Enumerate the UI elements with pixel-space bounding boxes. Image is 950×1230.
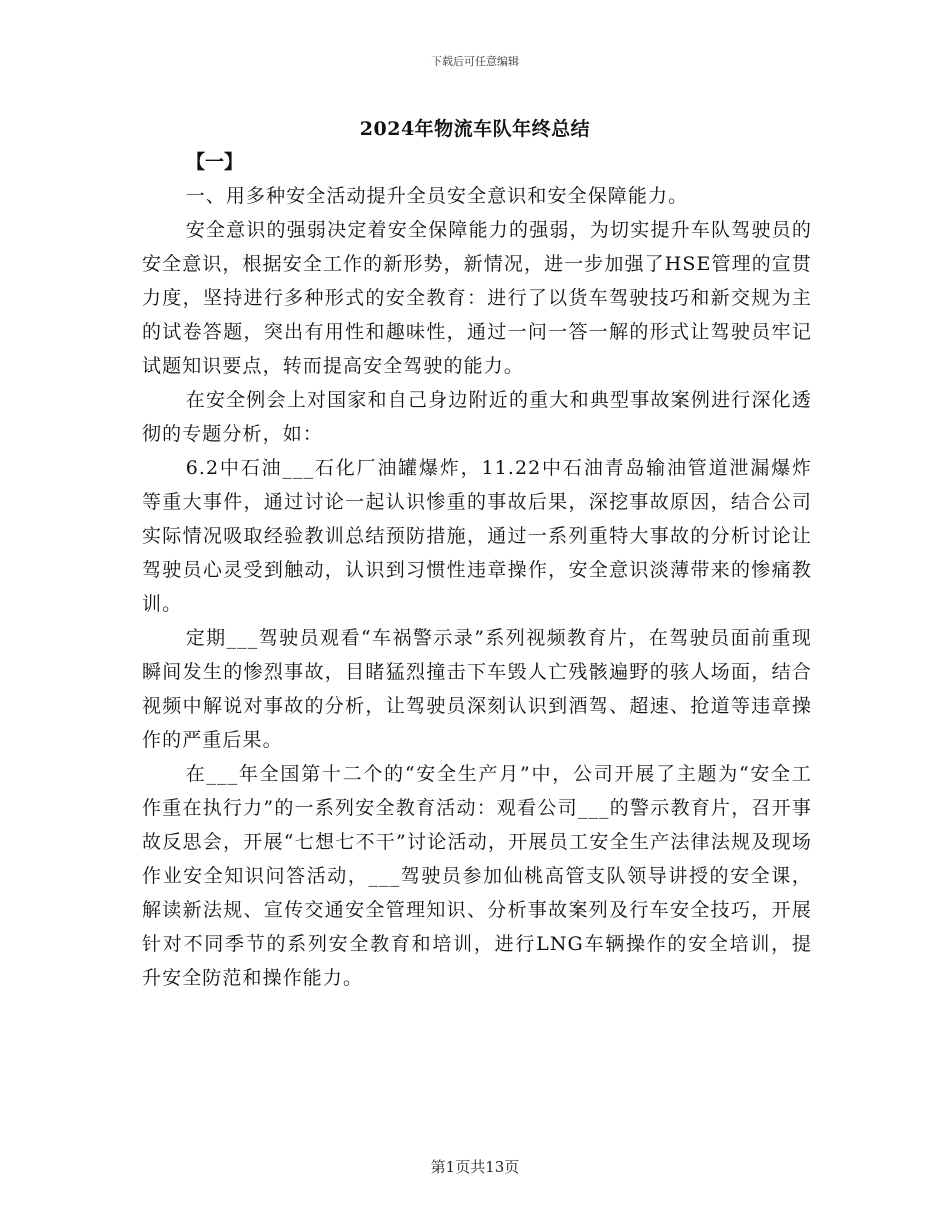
document-title: 2024年物流车队年终总结 — [359, 118, 591, 140]
paragraph-safety-awareness: 安全意识的强弱决定着安全保障能力的强弱，为切实提升车队驾驶员的安全意识，根据安全工作的新形势，新情况，进一步加强了HSE管理的宣贯力度，坚持进行多种形式的安全教育：进行了以货车驾驶技巧和新交规为主的试卷答题，突出有用性和趣味性，通过一问一答一解的形式让驾驶员牢记试题知识要点，转而提高安全驾驶的能力。 — [142, 219, 812, 377]
paragraph-warning-videos: 定期___驾驶员观看“车祸警示录”系列视频教育片，在驾驶员面前重现瞬间发生的惨烈事故，目睹猛烈撞击下车毁人亡残骸遍野的骇人场面，结合视频中解说对事故的分析，让驾驶员深刻认识到酒驾、超速、抢道等违章操作的严重后果。 — [142, 627, 812, 751]
paragraph-heading-1: 一、用多种安全活动提升全员安全意识和安全保障能力。 — [185, 185, 689, 207]
page-header-note: 下载后可任意编辑 — [431, 55, 519, 68]
paragraph-accident-cases: 6.2中石油___石化厂油罐爆炸，11.22中石油青岛输油管道泄漏爆炸等重大事件，通过讨论一起认识惨重的事故后果，深挖事故原因，结合公司实际情况吸取经验教训总结预防措施，通过一系列重特大事故的分析讨论让驾驶员心灵受到触动，认识到习惯性违章操作，安全意识淡薄带来的惨痛教训。 — [142, 457, 812, 615]
document-body — [142, 145, 812, 995]
paragraph-safety-month: 在___年全国第十二个的“安全生产月”中，公司开展了主题为“安全工作重在执行力”的一系列安全教育活动：观看公司___的警示教育片，召开事故反思会，开展“七想七不干”讨论活动，开展员工安全生产法律法规及现场作业安全知识问答活动，___驾驶员参加仙桃高管支队领导讲授的安全课，解读新法规、宣传交通安全管理知识、分析事故案列及行车安全技巧，开展针对不同季节的系列安全教育和培训，进行LNG车辆操作的安全培训，提升安全防范和操作能力。 — [142, 763, 812, 989]
section-marker: 【一】 — [186, 151, 244, 173]
page-number: 第1页共13页 — [430, 1158, 520, 1176]
paragraph-safety-meeting: 在安全例会上对国家和自己身边附近的重大和典型事故案例进行深化透彻的专题分析，如： — [142, 389, 812, 445]
